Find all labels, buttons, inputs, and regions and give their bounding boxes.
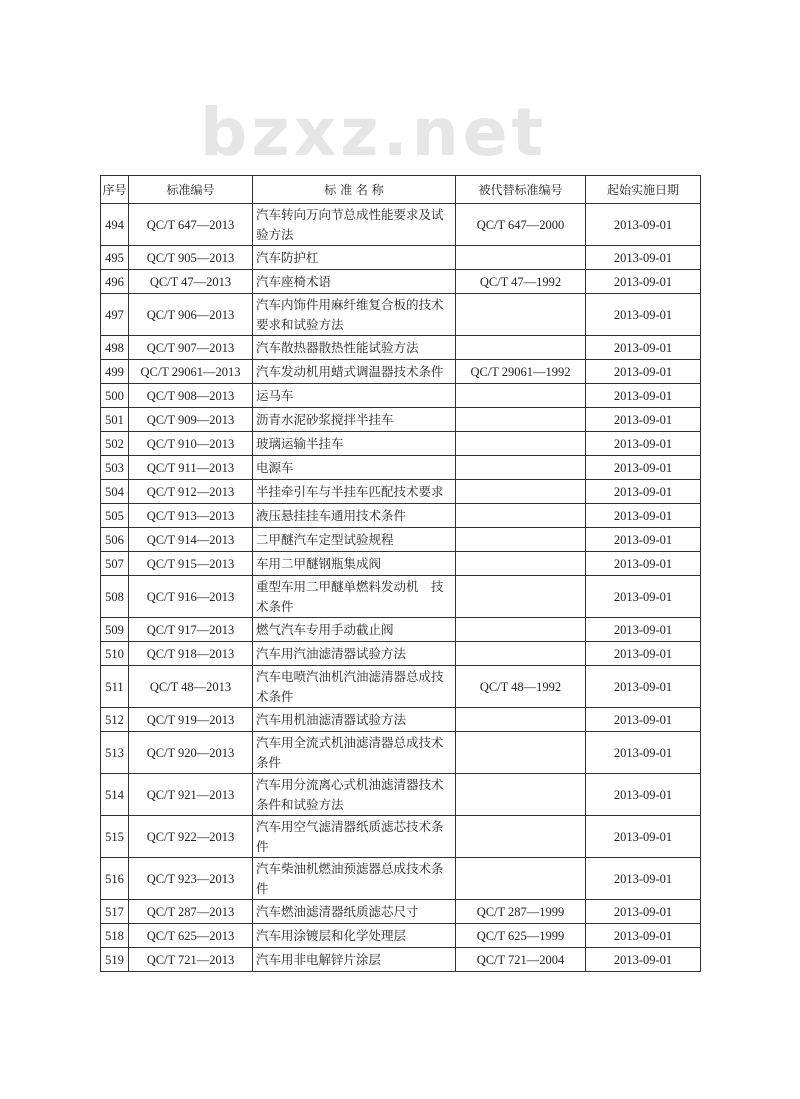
cell-standard-name: 沥青水泥砂浆搅拌半挂车 (253, 408, 456, 432)
cell-standard-name: 汽车用分流离心式机油滤清器技术条件和试验方法 (253, 774, 456, 816)
cell-standard-code: QC/T 909—2013 (129, 408, 253, 432)
cell-replaced-code (456, 336, 586, 360)
cell-replaced-code (456, 504, 586, 528)
cell-replaced-code (456, 294, 586, 336)
cell-standard-name: 汽车用全流式机油滤清器总成技术条件 (253, 732, 456, 774)
cell-standard-code: QC/T 914—2013 (129, 528, 253, 552)
cell-standard-name: 汽车散热器散热性能试验方法 (253, 336, 456, 360)
cell-standard-name: 汽车用非电解锌片涂层 (253, 948, 456, 972)
cell-standard-code: QC/T 29061—2013 (129, 360, 253, 384)
header-effective-date: 起始实施日期 (586, 176, 701, 204)
cell-standard-code: QC/T 910—2013 (129, 432, 253, 456)
table-row (101, 576, 701, 618)
cell-serial-no: 498 (101, 336, 129, 360)
cell-replaced-code: QC/T 48—1992 (456, 666, 586, 708)
table-row (101, 642, 701, 666)
cell-effective-date: 2013-09-01 (586, 666, 701, 708)
table-row (101, 708, 701, 732)
cell-serial-no: 512 (101, 708, 129, 732)
table-row (101, 618, 701, 642)
cell-standard-name: 运马车 (253, 384, 456, 408)
table-row (101, 732, 701, 774)
cell-replaced-code: QC/T 647—2000 (456, 204, 586, 246)
header-replaced-code: 被代替标准编号 (456, 176, 586, 204)
cell-effective-date: 2013-09-01 (586, 504, 701, 528)
cell-effective-date: 2013-09-01 (586, 408, 701, 432)
cell-standard-code: QC/T 916—2013 (129, 576, 253, 618)
cell-serial-no: 507 (101, 552, 129, 576)
cell-replaced-code (456, 432, 586, 456)
cell-standard-code: QC/T 922—2013 (129, 816, 253, 858)
cell-standard-name: 二甲醚汽车定型试验规程 (253, 528, 456, 552)
cell-standard-code: QC/T 913—2013 (129, 504, 253, 528)
standards-table (100, 175, 701, 972)
cell-replaced-code (456, 576, 586, 618)
cell-standard-code: QC/T 908—2013 (129, 384, 253, 408)
cell-replaced-code (456, 816, 586, 858)
cell-serial-no: 503 (101, 456, 129, 480)
cell-effective-date: 2013-09-01 (586, 456, 701, 480)
header-standard-code: 标准编号 (129, 176, 253, 204)
cell-standard-code: QC/T 919—2013 (129, 708, 253, 732)
cell-effective-date: 2013-09-01 (586, 900, 701, 924)
cell-effective-date: 2013-09-01 (586, 948, 701, 972)
table-row (101, 504, 701, 528)
cell-effective-date: 2013-09-01 (586, 618, 701, 642)
table-row (101, 528, 701, 552)
cell-standard-name: 汽车用空气滤清器纸质滤芯技术条件 (253, 816, 456, 858)
cell-serial-no: 494 (101, 204, 129, 246)
cell-standard-name: 汽车柴油机燃油预滤器总成技术条件 (253, 858, 456, 900)
table-row (101, 384, 701, 408)
cell-serial-no: 505 (101, 504, 129, 528)
cell-effective-date: 2013-09-01 (586, 270, 701, 294)
cell-replaced-code: QC/T 625—1999 (456, 924, 586, 948)
cell-standard-code: QC/T 625—2013 (129, 924, 253, 948)
cell-effective-date: 2013-09-01 (586, 360, 701, 384)
cell-serial-no: 516 (101, 858, 129, 900)
table-row (101, 408, 701, 432)
table-row (101, 336, 701, 360)
cell-effective-date: 2013-09-01 (586, 552, 701, 576)
cell-replaced-code (456, 528, 586, 552)
cell-standard-code: QC/T 921—2013 (129, 774, 253, 816)
cell-standard-code: QC/T 48—2013 (129, 666, 253, 708)
cell-serial-no: 504 (101, 480, 129, 504)
cell-standard-code: QC/T 912—2013 (129, 480, 253, 504)
cell-serial-no: 495 (101, 246, 129, 270)
cell-standard-code: QC/T 287—2013 (129, 900, 253, 924)
cell-standard-code: QC/T 906—2013 (129, 294, 253, 336)
cell-serial-no: 506 (101, 528, 129, 552)
cell-serial-no: 513 (101, 732, 129, 774)
cell-effective-date: 2013-09-01 (586, 642, 701, 666)
cell-replaced-code (456, 408, 586, 432)
table-row (101, 360, 701, 384)
cell-serial-no: 511 (101, 666, 129, 708)
table-header-row (101, 176, 701, 204)
cell-effective-date: 2013-09-01 (586, 858, 701, 900)
header-serial-no: 序号 (101, 176, 129, 204)
cell-replaced-code: QC/T 721—2004 (456, 948, 586, 972)
cell-standard-code: QC/T 905—2013 (129, 246, 253, 270)
cell-effective-date: 2013-09-01 (586, 528, 701, 552)
table-row (101, 456, 701, 480)
cell-serial-no: 515 (101, 816, 129, 858)
cell-standard-name: 汽车燃油滤清器纸质滤芯尺寸 (253, 900, 456, 924)
cell-standard-code: QC/T 647—2013 (129, 204, 253, 246)
cell-effective-date: 2013-09-01 (586, 246, 701, 270)
header-standard-name: 标 准 名 称 (253, 176, 456, 204)
cell-replaced-code: QC/T 29061—1992 (456, 360, 586, 384)
cell-serial-no: 499 (101, 360, 129, 384)
cell-replaced-code: QC/T 47—1992 (456, 270, 586, 294)
cell-standard-name: 汽车电喷汽油机汽油滤清器总成技术条件 (253, 666, 456, 708)
cell-effective-date: 2013-09-01 (586, 732, 701, 774)
cell-standard-name: 电源车 (253, 456, 456, 480)
cell-standard-name: 玻璃运输半挂车 (253, 432, 456, 456)
table-row (101, 294, 701, 336)
cell-standard-name: 半挂牵引车与半挂车匹配技术要求 (253, 480, 456, 504)
cell-standard-code: QC/T 907—2013 (129, 336, 253, 360)
table-row (101, 480, 701, 504)
cell-standard-name: 汽车内饰件用麻纤维复合板的技术要求和试验方法 (253, 294, 456, 336)
cell-standard-name: 汽车座椅术语 (253, 270, 456, 294)
cell-standard-name: 重型车用二甲醚单燃料发动机 技术条件 (253, 576, 456, 618)
cell-standard-name: 汽车转向万向节总成性能要求及试验方法 (253, 204, 456, 246)
table-row (101, 948, 701, 972)
table-row (101, 774, 701, 816)
table-row (101, 924, 701, 948)
cell-replaced-code: QC/T 287—1999 (456, 900, 586, 924)
cell-replaced-code (456, 774, 586, 816)
cell-replaced-code (456, 552, 586, 576)
cell-serial-no: 508 (101, 576, 129, 618)
table-row (101, 816, 701, 858)
table-row (101, 204, 701, 246)
cell-standard-code: QC/T 721—2013 (129, 948, 253, 972)
cell-effective-date: 2013-09-01 (586, 708, 701, 732)
cell-serial-no: 497 (101, 294, 129, 336)
table-body (101, 204, 701, 972)
table-row (101, 552, 701, 576)
cell-standard-name: 汽车防护杠 (253, 246, 456, 270)
cell-effective-date: 2013-09-01 (586, 336, 701, 360)
cell-replaced-code (456, 708, 586, 732)
table-row (101, 666, 701, 708)
cell-replaced-code (456, 858, 586, 900)
cell-standard-name: 液压悬挂挂车通用技术条件 (253, 504, 456, 528)
cell-serial-no: 502 (101, 432, 129, 456)
cell-effective-date: 2013-09-01 (586, 384, 701, 408)
cell-serial-no: 496 (101, 270, 129, 294)
cell-standard-code: QC/T 911—2013 (129, 456, 253, 480)
cell-serial-no: 500 (101, 384, 129, 408)
cell-standard-name: 燃气汽车专用手动截止阀 (253, 618, 456, 642)
cell-standard-code: QC/T 915—2013 (129, 552, 253, 576)
cell-standard-code: QC/T 918—2013 (129, 642, 253, 666)
table-row (101, 858, 701, 900)
cell-effective-date: 2013-09-01 (586, 432, 701, 456)
cell-standard-code: QC/T 920—2013 (129, 732, 253, 774)
cell-serial-no: 517 (101, 900, 129, 924)
cell-standard-code: QC/T 923—2013 (129, 858, 253, 900)
cell-replaced-code (456, 618, 586, 642)
cell-effective-date: 2013-09-01 (586, 294, 701, 336)
table-row (101, 432, 701, 456)
cell-effective-date: 2013-09-01 (586, 204, 701, 246)
table-row (101, 900, 701, 924)
cell-replaced-code (456, 246, 586, 270)
watermark: bzxz.net (200, 94, 548, 171)
cell-standard-code: QC/T 917—2013 (129, 618, 253, 642)
cell-effective-date: 2013-09-01 (586, 924, 701, 948)
cell-standard-name: 车用二甲醚钢瓶集成阀 (253, 552, 456, 576)
cell-standard-code: QC/T 47—2013 (129, 270, 253, 294)
cell-replaced-code (456, 384, 586, 408)
cell-serial-no: 509 (101, 618, 129, 642)
cell-replaced-code (456, 480, 586, 504)
cell-serial-no: 514 (101, 774, 129, 816)
cell-serial-no: 519 (101, 948, 129, 972)
cell-serial-no: 510 (101, 642, 129, 666)
cell-standard-name: 汽车用机油滤清器试验方法 (253, 708, 456, 732)
cell-effective-date: 2013-09-01 (586, 576, 701, 618)
cell-standard-name: 汽车用涂镀层和化学处理层 (253, 924, 456, 948)
table-row (101, 246, 701, 270)
cell-replaced-code (456, 732, 586, 774)
cell-standard-name: 汽车发动机用蜡式调温器技术条件 (253, 360, 456, 384)
cell-effective-date: 2013-09-01 (586, 774, 701, 816)
cell-standard-name: 汽车用汽油滤清器试验方法 (253, 642, 456, 666)
cell-replaced-code (456, 642, 586, 666)
cell-effective-date: 2013-09-01 (586, 480, 701, 504)
cell-effective-date: 2013-09-01 (586, 816, 701, 858)
table-row (101, 270, 701, 294)
cell-serial-no: 518 (101, 924, 129, 948)
cell-serial-no: 501 (101, 408, 129, 432)
cell-replaced-code (456, 456, 586, 480)
